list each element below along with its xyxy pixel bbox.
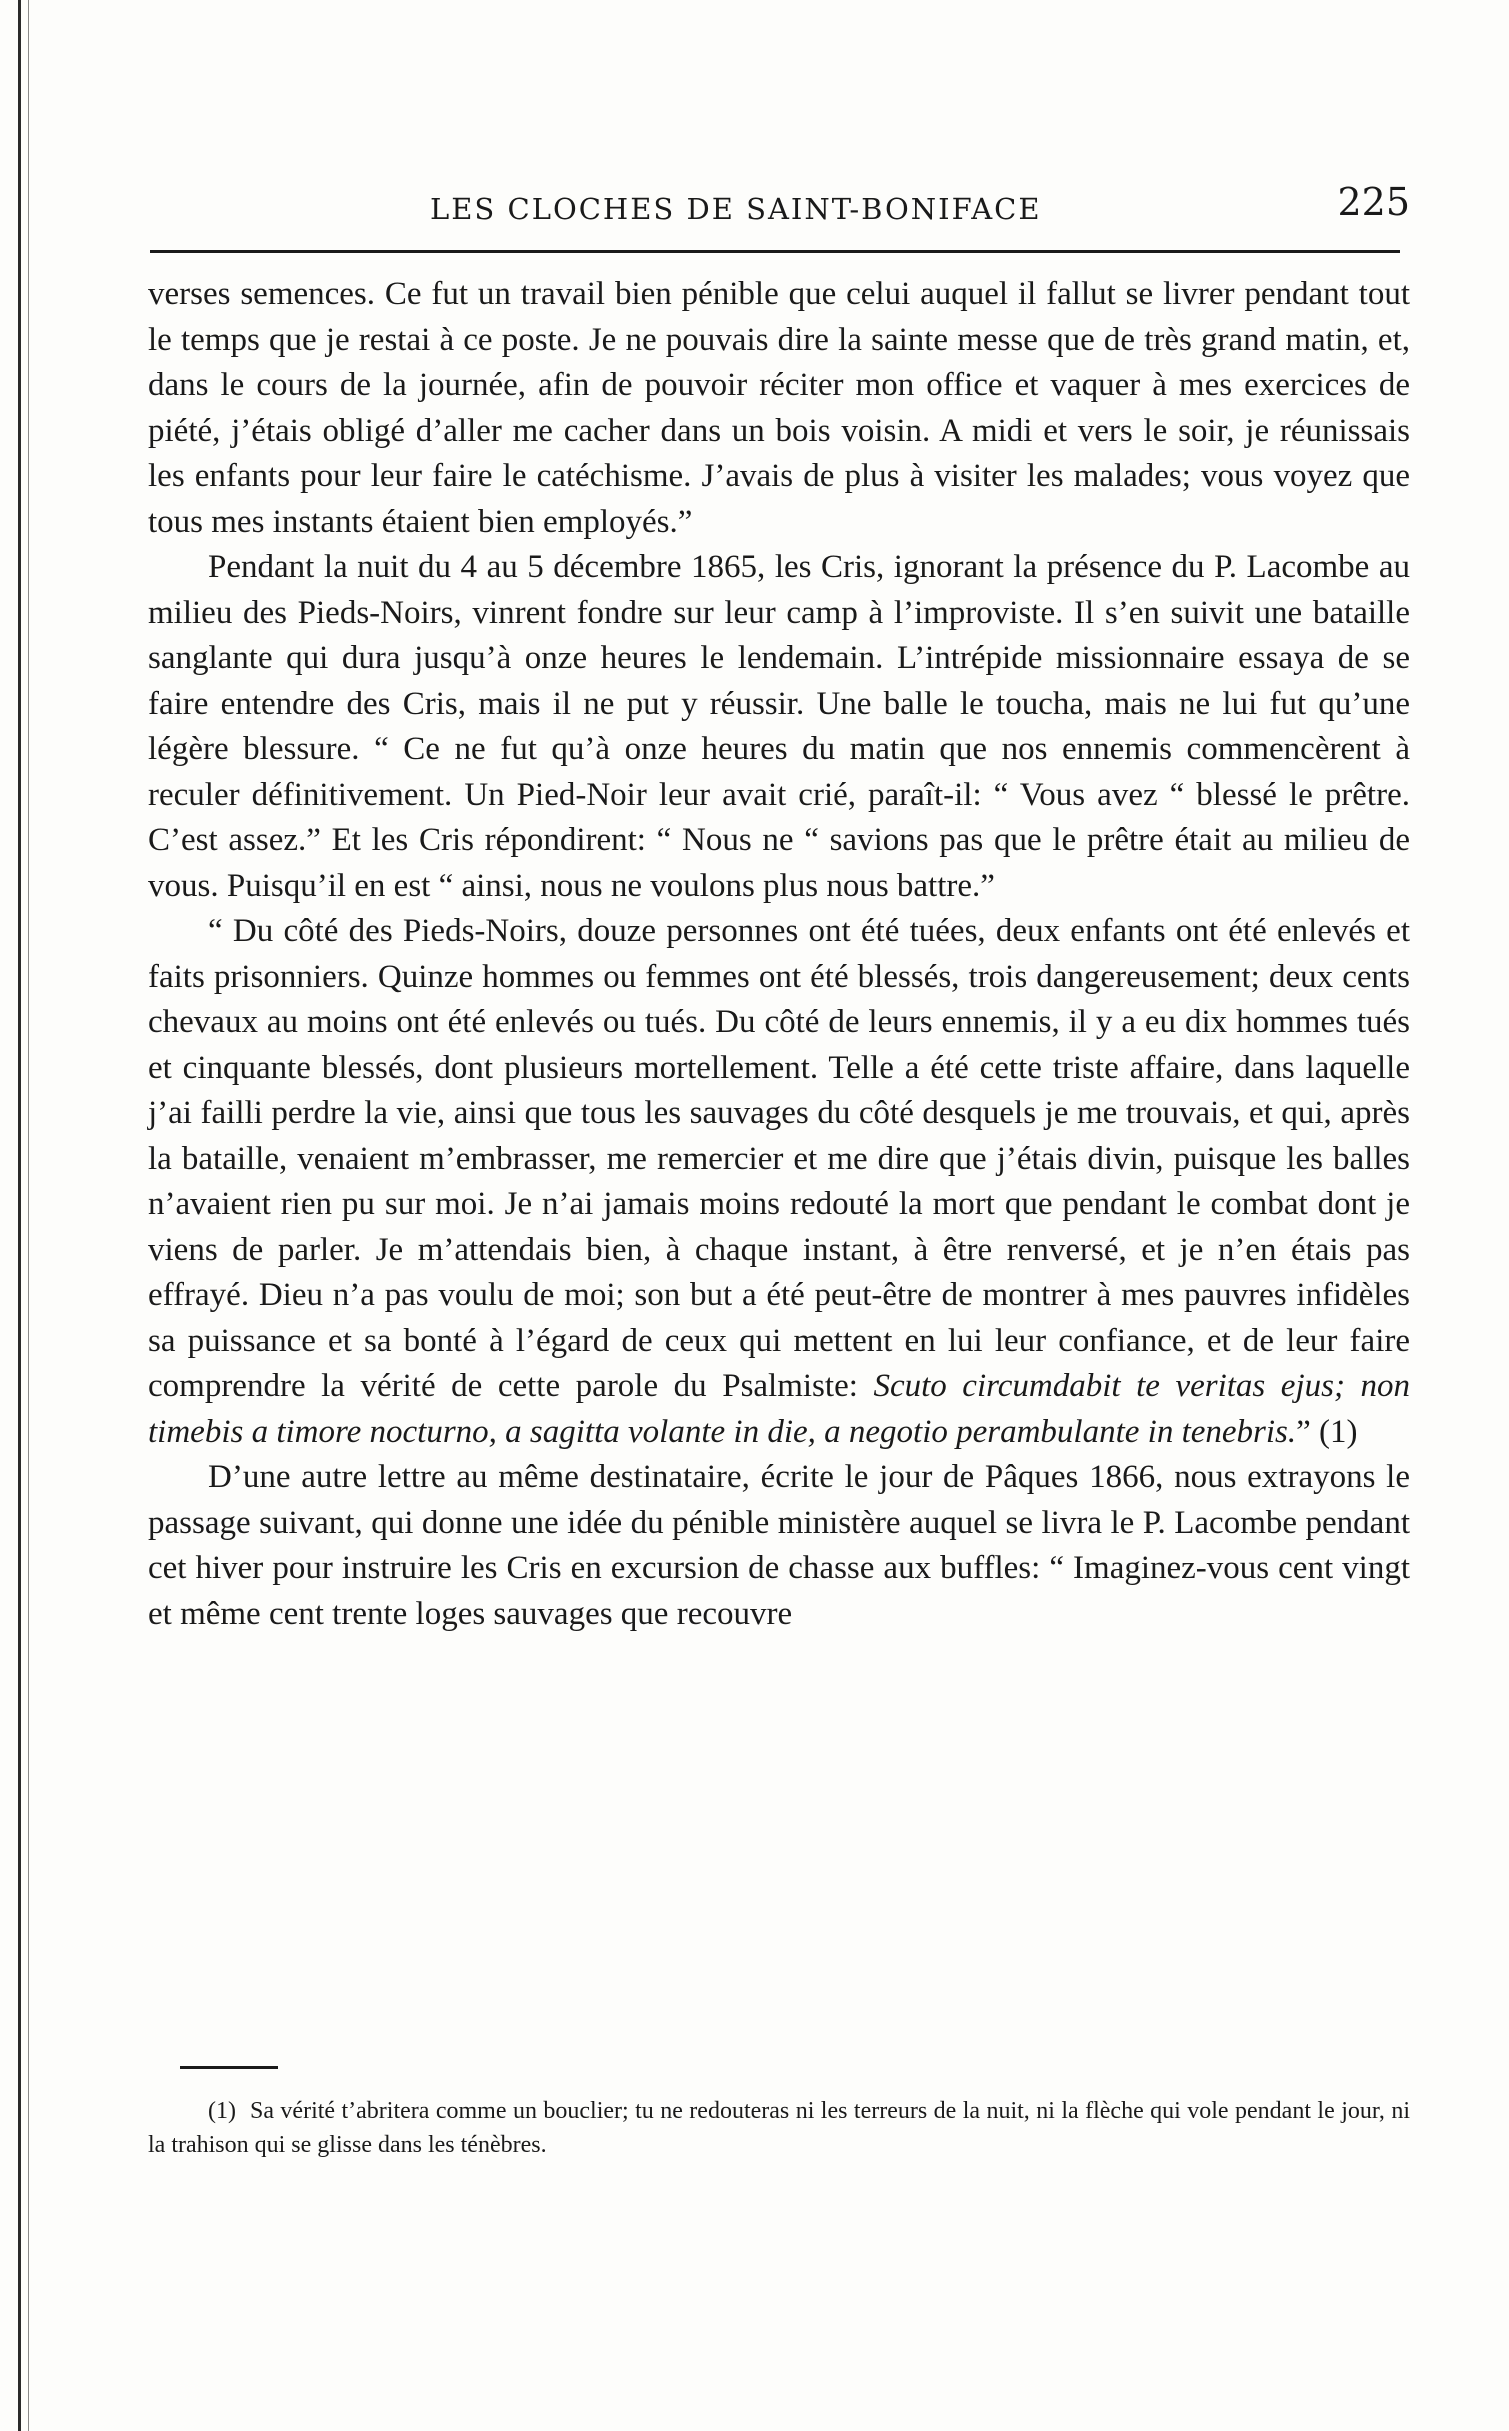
- running-title: LES CLOCHES DE SAINT-BONIFACE: [430, 192, 1042, 226]
- header-rule: [150, 250, 1400, 253]
- page-gutter-shadow: [28, 0, 29, 2431]
- paragraph-1: verses semences. Ce fut un travail bien pénible que celui auquel il fallut se livrer pendant tout le temps que je restai à ce poste. Je ne pouvais dire la sainte messe que de très grand matin, et, dans le cours de la journée, afin de pouvoir réciter mon office et vaquer à mes exercices de piété, j’étais obligé d’aller me cacher dans un bois voisin. A midi et vers le soir, je réunissais les enfants pour leur faire le catéchisme. J’avais de plus à visiter les malades; vous voyez que tous mes instants étaient bien employés.”: [148, 276, 1410, 540]
- paragraph-3-text: “ Du côté des Pieds-Noirs, douze personnes ont été tuées, deux enfants ont été enlevés et faits prisonniers. Quinze hommes ou femmes ont été blessés, trois dangereusement; deux cents chevaux au moins ont été enlevés ou tués. Du côté de leurs ennemis, il y a eu dix hommes tués et cinquante blessés, dont plusieurs mortellement. Telle a été cette triste affaire, dans laquelle j’ai failli perdre la vie, ainsi que tous les sauvages du côté desquels je me trouvais, et qui, après la bataille, venaient m’embrasser, me remercier et me dire que j’étais divin, puisque les balles n’avaient rien pu sur moi. Je n’ai jamais moins redouté la mort que pendant le combat dont je viens de parler. Je m’attendais bien, à chaque instant, à être renversé, et je n’en étais pas effrayé. Dieu n’a pas voulu de moi; son but a été peut-être de montrer à mes pauvres infidèles sa puissance et sa bonté à l’égard de ceux qui mettent en lui leur confiance, et de leur faire comprendre la vérité de cette parole du Psalmiste:: [148, 913, 1410, 1404]
- psalm-quotation: Scuto circumdabit te veritas ejus; non timebis a timore nocturno, a sagitta volante in die, a negotio perambulante in tenebris.: [148, 1368, 1411, 1450]
- footnote-text: Sa vérité t’abritera comme un bouclier; tu ne redouteras ni les terreurs de la nuit, ni la flèche qui vole pendant le jour, ni la trahison qui se glisse dans les ténèbres.: [148, 2098, 1410, 2158]
- footnote-rule: [180, 2066, 278, 2069]
- paragraph-2: Pendant la nuit du 4 au 5 décembre 1865, les Cris, ignorant la présence du P. Lacombe au milieu des Pieds-Noirs, vinrent fondre sur leur camp à l’improviste. Il s’en suivit une bataille sanglante qui dura jusqu’à onze heures le lendemain. L’intrépide missionnaire essaya de se faire entendre des Cris, mais il ne put y réussir. Une balle le toucha, mais ne lui fut qu’une légère blessure. “ Ce ne fut qu’à onze heures du matin que nos ennemis commencèrent à reculer définitivement. Un Pied-Noir leur avait crié, paraît-il: “ Vous avez “ blessé le prêtre. C’est assez.” Et les Cris répondirent: “ Nous ne “ savions pas que le prêtre était au milieu de vous. Puisqu’il en est “ ainsi, nous ne voulons plus nous battre.”: [148, 549, 1410, 904]
- page-gutter-edge: [18, 0, 21, 2431]
- body-text: [148, 272, 1410, 1637]
- footnote-marker: (1): [208, 2098, 236, 2124]
- paragraph-3-tail: ” (1): [1296, 1413, 1358, 1450]
- page-number: 225: [1337, 180, 1410, 224]
- paragraph-4: D’une autre lettre au même destinataire, écrite le jour de Pâques 1866, nous extrayons le passage suivant, qui donne une idée du pénible ministère auquel se livra le P. Lacombe pendant cet hiver pour instruire les Cris en excursion de chasse aux buffles: “ Imaginez-vous cent vingt et même cent trente loges sauvages que recouvre: [148, 1459, 1410, 1632]
- page-header: [150, 180, 1410, 240]
- footnote: [148, 2094, 1410, 2162]
- paragraph-3: [148, 909, 1410, 1455]
